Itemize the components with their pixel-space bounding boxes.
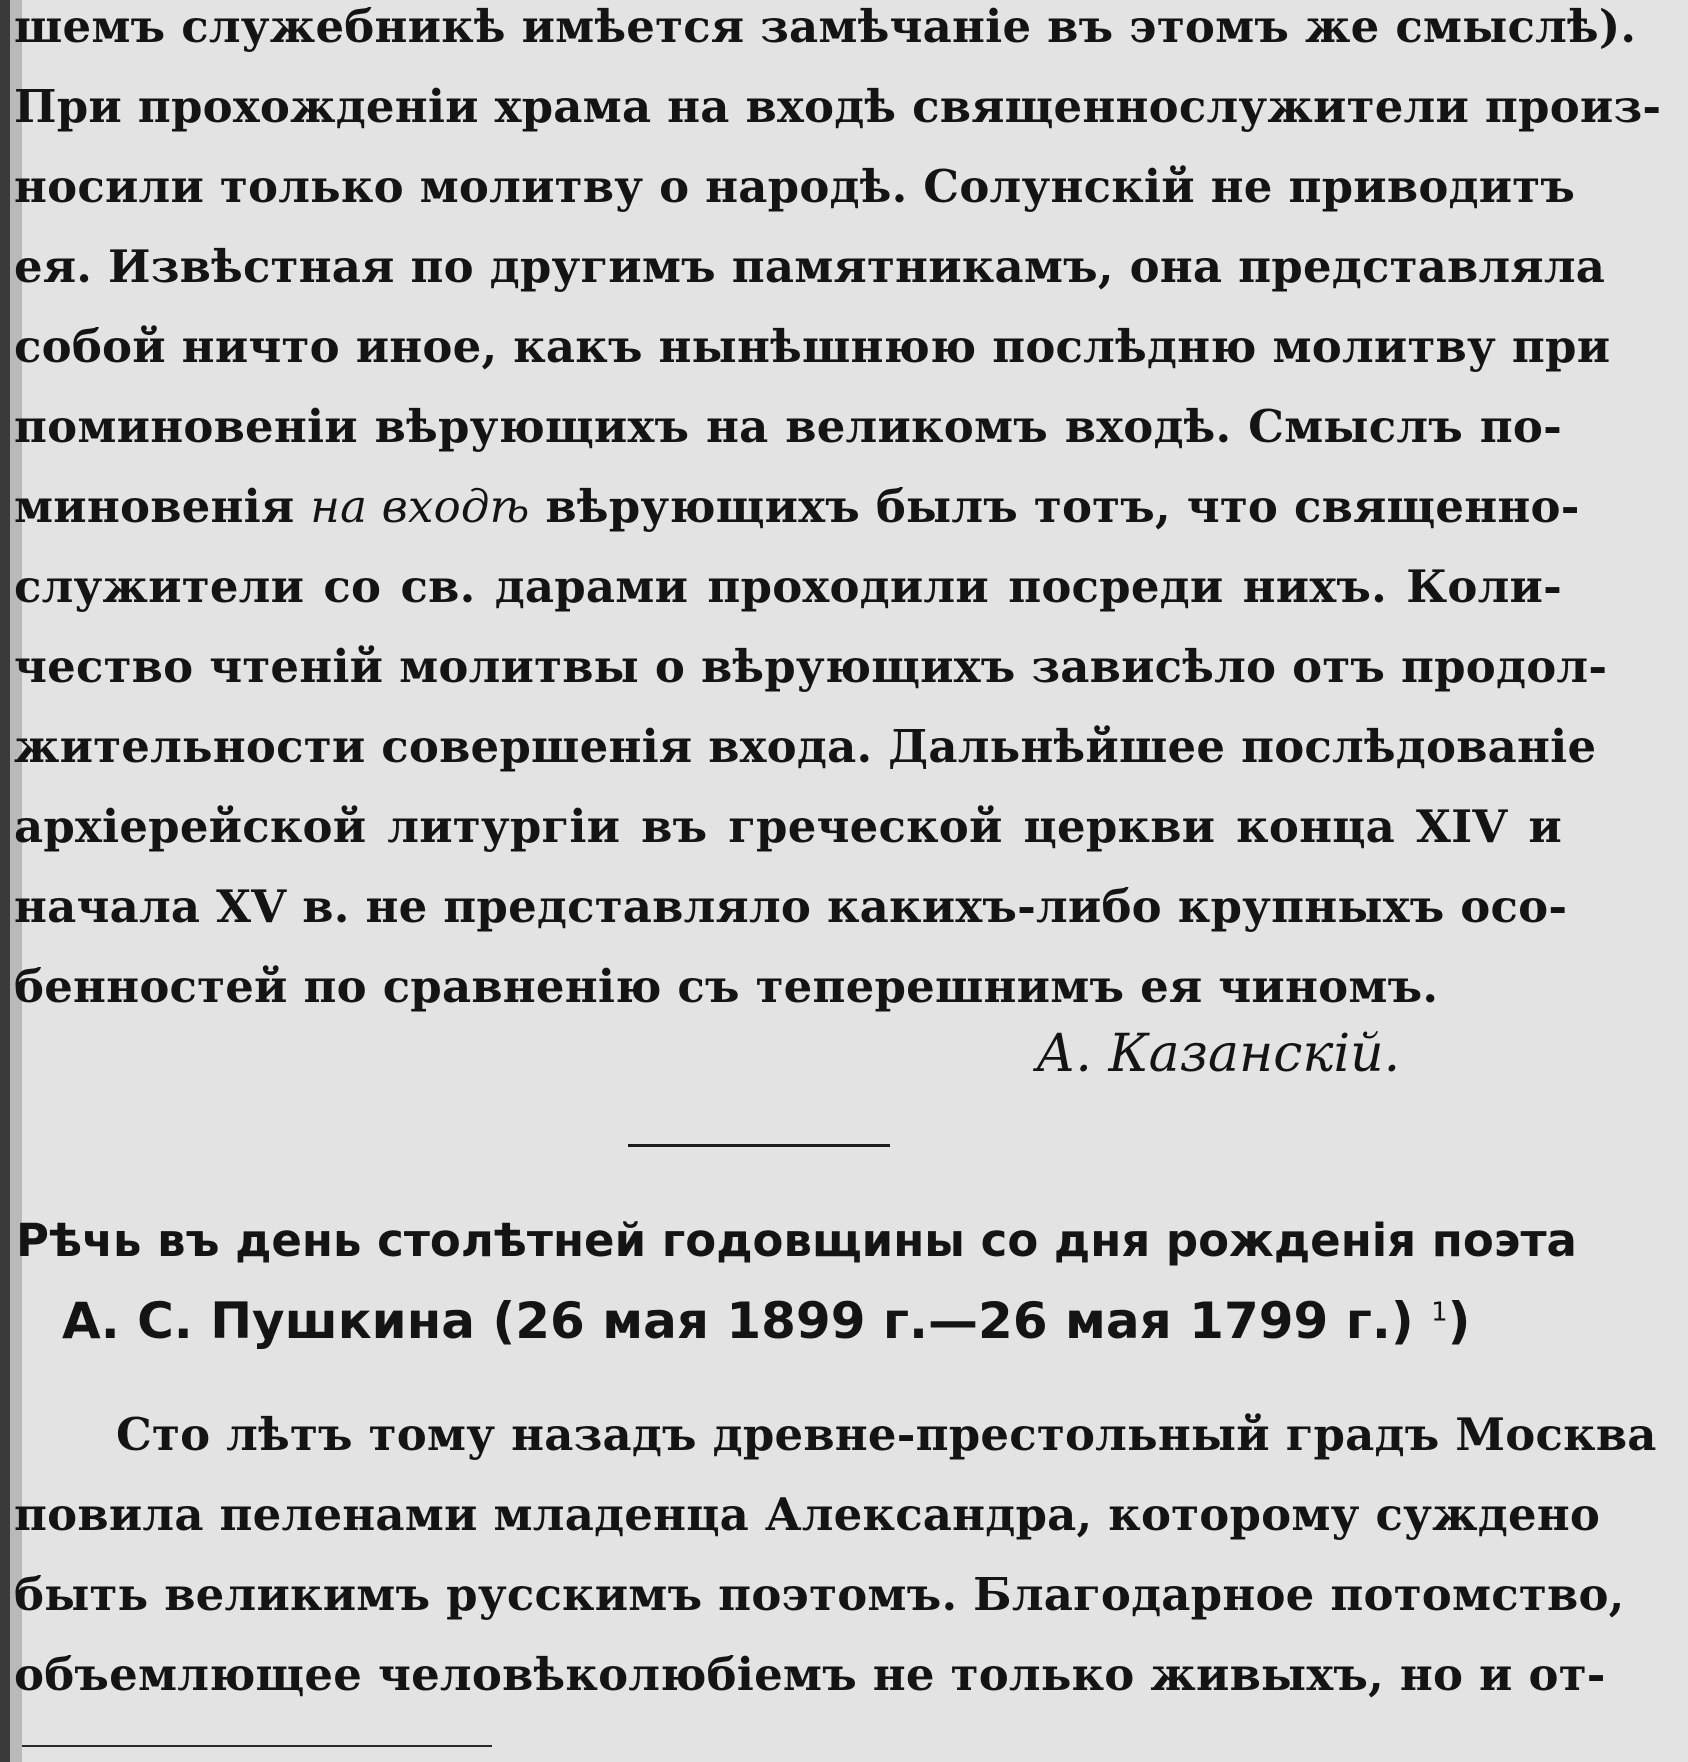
text-line: При прохожденіи храма на входѣ священнослужители произ- bbox=[14, 80, 1662, 133]
text-line-with-italic bbox=[14, 480, 1580, 533]
author-signature: А. Казанскій. bbox=[1036, 1024, 1401, 1084]
text-line: носили только молитву о народѣ. Солунскій не приводитъ bbox=[14, 160, 1576, 213]
text-line-last: бенностей по сравненію съ теперешнимъ ея чиномъ. bbox=[14, 960, 1439, 1013]
text-line: быть великимъ русскимъ поэтомъ. Благодарное потомство, bbox=[14, 1568, 1625, 1621]
text-line: поминовеніи вѣрующихъ на великомъ входѣ. Смыслъ по- bbox=[14, 400, 1562, 453]
text-line: шемъ служебникѣ имѣется замѣчаніе въ этомъ же смыслѣ). bbox=[14, 0, 1637, 53]
speech-title-line-1: Рѣчь въ день столѣтней годовщины со дня рожденія поэта bbox=[16, 1214, 1577, 1267]
speech-title-line-2 bbox=[62, 1292, 1471, 1350]
text-line: чество чтеній молитвы о вѣрующихъ зависѣло отъ продол- bbox=[14, 640, 1608, 693]
text-segment: миновенія bbox=[14, 480, 295, 533]
text-line: собой ничто иное, какъ нынѣшнюю послѣдню молитву при bbox=[14, 320, 1611, 373]
footnote-paren: ) bbox=[1447, 1292, 1471, 1350]
text-line-indented: Сто лѣтъ тому назадъ древне-престольный градъ Москва bbox=[116, 1408, 1657, 1461]
page-binding-edge bbox=[0, 0, 10, 1762]
text-line: объемлющее человѣколюбіемъ не только живыхъ, но и от- bbox=[14, 1648, 1606, 1701]
text-line: жительности совершенія входа. Дальнѣйшее послѣдованіе bbox=[14, 720, 1597, 773]
section-divider bbox=[628, 1144, 890, 1147]
italic-emphasis: на входѣ bbox=[310, 480, 530, 533]
footnote-marker: 1 bbox=[1431, 1297, 1448, 1328]
text-line: ея. Извѣстная по другимъ памятникамъ, она представляла bbox=[14, 240, 1606, 293]
text-segment: вѣрующихъ былъ тотъ, что священно- bbox=[545, 480, 1580, 533]
text-line: повила пеленами младенца Александра, которому суждено bbox=[14, 1488, 1601, 1541]
text-line: служители со св. дарами проходили посреди нихъ. Коли- bbox=[14, 560, 1562, 613]
speech-title-text: А. С. Пушкина (26 мая 1899 г.—26 мая 1799 г.) bbox=[62, 1292, 1414, 1350]
text-line: начала XV в. не представляло какихъ-либо крупныхъ осо- bbox=[14, 880, 1568, 933]
text-line: архіерейской литургіи въ греческой церкви конца XIV и bbox=[14, 800, 1562, 853]
footnote-divider bbox=[22, 1745, 492, 1747]
